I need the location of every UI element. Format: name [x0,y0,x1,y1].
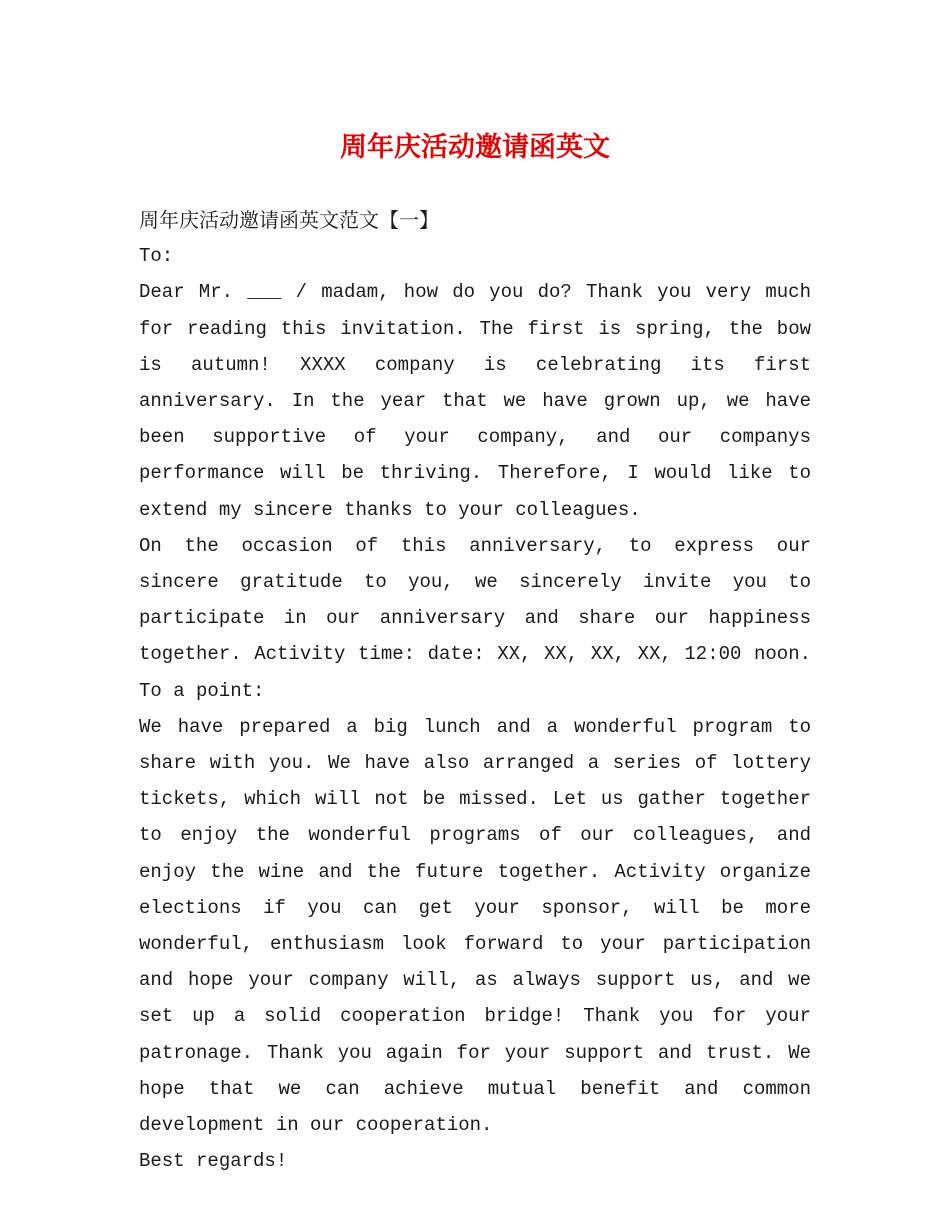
section-heading: 周年庆活动邀请函英文范文【一】 [139,208,439,232]
body-paragraph-invitation: On the occasion of this anniversary, to express our sincere gratitude to you, we sincerely invite you to participate in our anniversary and share our happiness together. Activity time: date: XX, XX, XX, XX, 12:00 noon. To a point: [139,534,811,702]
document-title: 周年庆活动邀请函英文 [340,132,610,163]
closing-line: Best regards! [139,1150,288,1173]
body-paragraph-greeting: Dear Mr. ___ / madam, how do you do? Thank you very much for reading this invitation. The first is spring, the bow is autumn! XXXX company is celebrating its first anniversary. In the year that we have grown up, we have been supportive of your company, and our companys performance will be thriving. Therefore, I would like to extend my sincere thanks to your colleagues. [139,281,811,521]
body-paragraph-program: We have prepared a big lunch and a wonderful program to share with you. We have also arranged a series of lottery tickets, which will not be missed. Let us gather together to enjoy the wonderful programs of our colleagues, and enjoy the wine and the future together. Activity organize elections if you can get your sponsor, will be more wonderful, enthusiasm look forward to your participation and hope your company will, as always support us, and we set up a solid cooperation bridge! Thank you for your patronage. Thank you again for your support and trust. We hope that we can achieve mutual benefit and common development in our cooperation. [139,715,811,1137]
salutation-line: To: [139,245,174,268]
document-body [139,202,811,1179]
